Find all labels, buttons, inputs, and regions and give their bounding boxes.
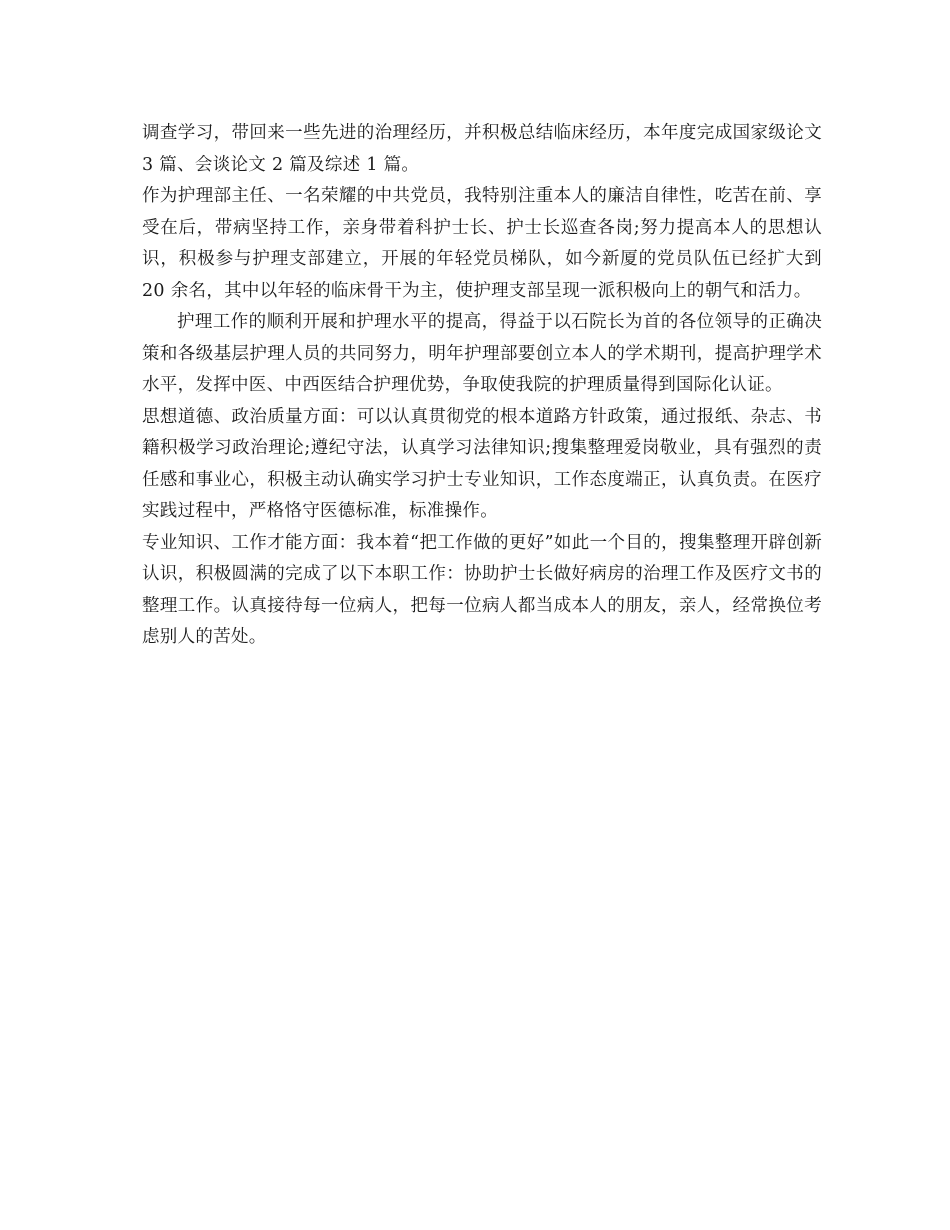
paragraph-5: 专业知识、工作才能方面：我本着“把工作做的更好”如此一个目的，搜集整理开辟创新认识，积极圆满的完成了以下本职工作：协助护士长做好病房的治理工作及医疗文书的整理工作。认真接待每一位病人，把每一位病人都当成本人的朋友，亲人，经常换位考虑别人的苦处。: [142, 532, 822, 647]
document-body: [142, 118, 822, 654]
paragraph-2: 作为护理部主任、一名荣耀的中共党员，我特别注重本人的廉洁自律性，吃苦在前、享受在后，带病坚持工作，亲身带着科护士长、护士长巡查各岗;努力提高本人的思想认识，积极参与护理支部建立，开展的年轻党员梯队，如今新厦的党员队伍已经扩大到 20 余名，其中以年轻的临床骨干为主，使护理支部呈现一派积极向上的朝气和活力。: [142, 186, 822, 301]
paragraph-4: 思想道德、政治质量方面：可以认真贯彻党的根本道路方针政策，通过报纸、杂志、书籍积极学习政治理论;遵纪守法，认真学习法律知识;搜集整理爱岗敬业，具有强烈的责任感和事业心，积极主动认确实学习护士专业知识，工作态度端正，认真负责。在医疗实践过程中，严格恪守医德标准，标准操作。: [142, 406, 822, 521]
paragraph-1: 调查学习，带回来一些先进的治理经历，并积极总结临床经历，本年度完成国家级论文 3 篇、会谈论文 2 篇及综述 1 篇。: [142, 123, 822, 175]
paragraph-3: 护理工作的顺利开展和护理水平的提高，得益于以石院长为首的各位领导的正确决策和各级基层护理人员的共同努力，明年护理部要创立本人的学术期刊，提高护理学术水平，发挥中医、中西医结合护理优势，争取使我院的护理质量得到国际化认证。: [142, 312, 822, 395]
